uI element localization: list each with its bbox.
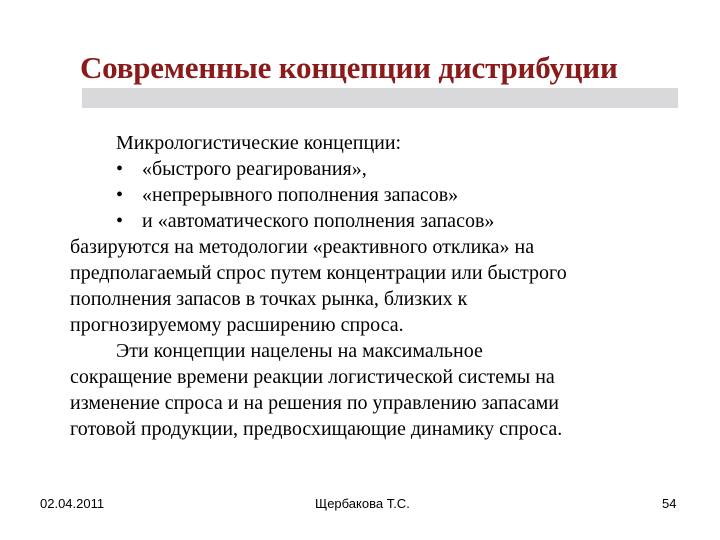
paragraph2-line: изменение спроса и на решения по управлению запасами <box>70 392 559 414</box>
bullet-text: «непрерывного пополнения запасов» <box>142 184 459 206</box>
slide-title: Современные концепции дистрибуции <box>80 50 618 85</box>
bullet-text: «быстрого реагирования», <box>142 158 367 180</box>
bullet-text: и «автоматического пополнения запасов» <box>142 210 495 232</box>
paragraph2-line: Эти концепции нацелены на максимальное <box>116 340 483 362</box>
bullet-marker: • <box>116 184 124 206</box>
intro-line: Микрологистические концепции: <box>116 132 402 154</box>
paragraph1-line: прогнозируемому расширению спроса. <box>70 314 404 336</box>
paragraph1-line: базируются на методологии «реактивного отклика» на <box>70 236 535 258</box>
footer-date: 02.04.2011 <box>40 496 105 511</box>
bullet-marker: • <box>116 210 124 232</box>
footer-page-number: 54 <box>662 496 677 511</box>
bullet-item <box>70 182 690 208</box>
paragraph2-line: сокращение времени реакции логистической системы на <box>70 366 555 388</box>
paragraph1-line: пополнения запасов в точках рынка, близких к <box>70 288 468 310</box>
title-underline-bar <box>82 88 678 108</box>
bullet-item <box>70 156 690 182</box>
bullet-marker: • <box>116 158 124 180</box>
slide-body <box>70 130 690 442</box>
paragraph1-line: предполагаемый спрос путем концентрации или быстрого <box>70 262 567 284</box>
paragraph2-line: готовой продукции, предвосхищающие динамику спроса. <box>70 418 563 440</box>
footer-author: Щербакова Т.С. <box>315 496 410 511</box>
bullet-item <box>70 208 690 234</box>
